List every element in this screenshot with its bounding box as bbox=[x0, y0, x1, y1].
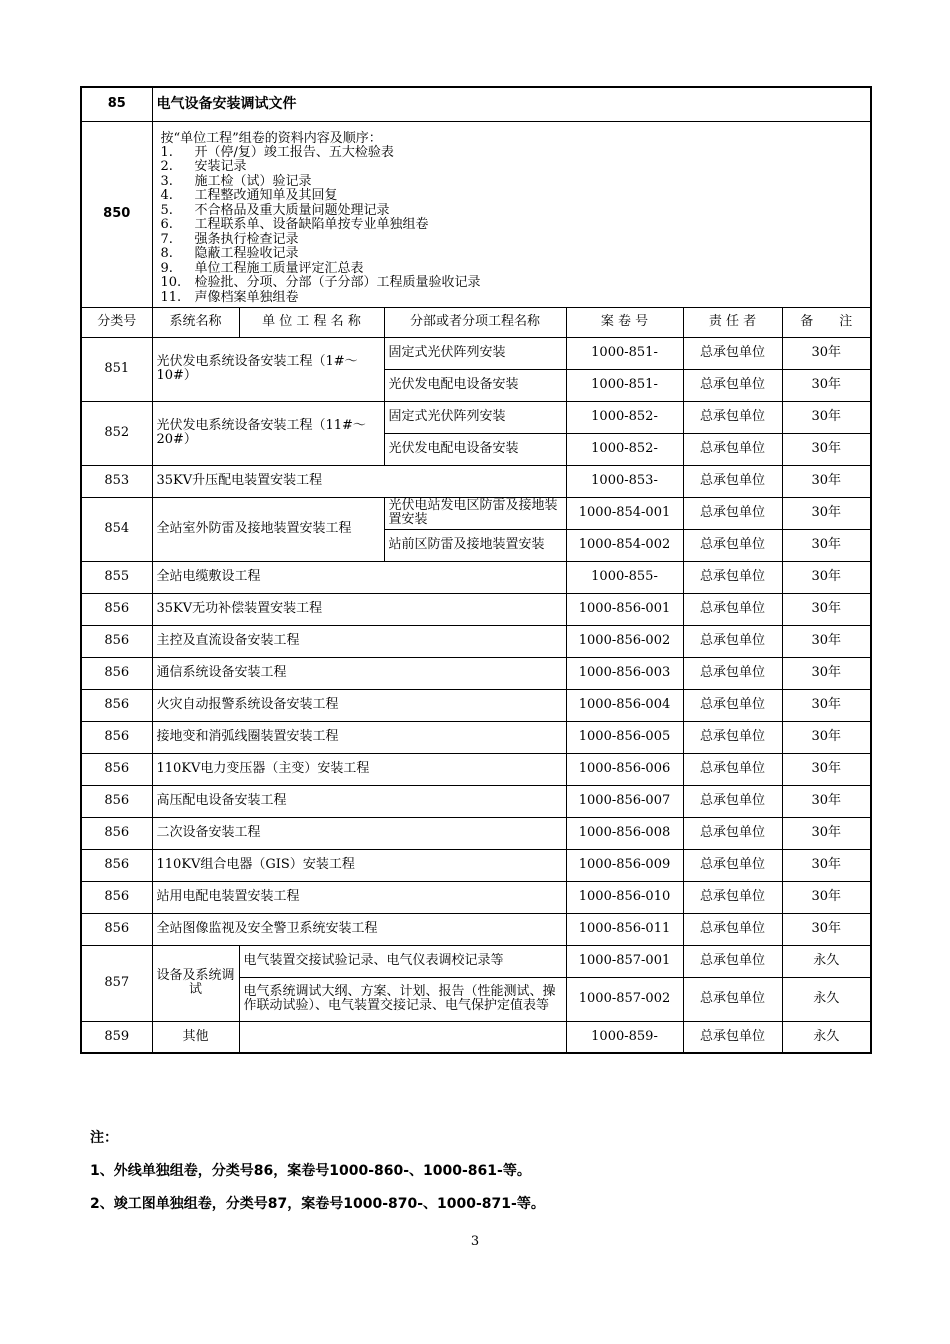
row-owner: 总承包单位 bbox=[683, 625, 782, 657]
row-owner: 总承包单位 bbox=[683, 881, 782, 913]
row-file: 1000-852- bbox=[566, 401, 683, 433]
row-file: 1000-854-002 bbox=[566, 529, 683, 561]
row-owner: 总承包单位 bbox=[683, 433, 782, 465]
note-1: 1、外线单独组卷，分类号86，案卷号1000-860-、1000-861-等。 bbox=[90, 1163, 531, 1179]
row-unit: 全站电缆敷设工程 bbox=[152, 561, 566, 593]
row-sub: 固定式光伏阵列安装 bbox=[384, 337, 566, 369]
row-file: 1000-855- bbox=[566, 561, 683, 593]
row-file: 1000-854-001 bbox=[566, 497, 683, 529]
header-system: 系统名称 bbox=[152, 307, 239, 337]
row-note: 30年 bbox=[782, 593, 871, 625]
row-owner: 总承包单位 bbox=[683, 913, 782, 945]
table-row bbox=[81, 337, 871, 369]
row-owner: 总承包单位 bbox=[683, 593, 782, 625]
table-row bbox=[81, 721, 871, 753]
row-owner: 总承包单位 bbox=[683, 561, 782, 593]
row-file: 1000-857-002 bbox=[566, 977, 683, 1021]
note-2: 2、竣工图单独组卷，分类号87，案卷号1000-870-、1000-871-等。 bbox=[90, 1196, 545, 1212]
row-code: 856 bbox=[81, 753, 152, 785]
row-unit: 站用电配电装置安装工程 bbox=[152, 881, 566, 913]
row-note: 30年 bbox=[782, 849, 871, 881]
list-item: 10. 检验批、分项、分部（子分部）工程质量验收记录 bbox=[160, 275, 481, 290]
row-note: 30年 bbox=[782, 369, 871, 401]
header-unit: 单 位 工 程 名 称 bbox=[239, 307, 384, 337]
row-note: 30年 bbox=[782, 561, 871, 593]
row-note: 30年 bbox=[782, 913, 871, 945]
row-note: 30年 bbox=[782, 657, 871, 689]
row-owner: 总承包单位 bbox=[683, 721, 782, 753]
row-unit: 110KV组合电器（GIS）安装工程 bbox=[152, 849, 566, 881]
row-file: 1000-856-002 bbox=[566, 625, 683, 657]
row-sub: 站前区防雷及接地装置安装 bbox=[384, 529, 566, 561]
row-owner: 总承包单位 bbox=[683, 689, 782, 721]
row-sub: 光伏电站发电区防雷及接地装置安装 bbox=[384, 497, 566, 529]
header-owner: 责 任 者 bbox=[683, 307, 782, 337]
list-item: 1. 开（停/复）竣工报告、五大检验表 bbox=[160, 144, 394, 160]
notes-title: 注： bbox=[90, 1130, 118, 1146]
intro-content bbox=[152, 121, 871, 307]
row-owner: 总承包单位 bbox=[683, 497, 782, 529]
section-title: 电气设备安装调试文件 bbox=[152, 87, 871, 121]
row-note: 30年 bbox=[782, 465, 871, 497]
row-code: 851 bbox=[81, 337, 152, 401]
row-file: 1000-852- bbox=[566, 433, 683, 465]
row-note: 30年 bbox=[782, 785, 871, 817]
section-row bbox=[81, 87, 871, 121]
table-row bbox=[81, 465, 871, 497]
row-file: 1000-856-004 bbox=[566, 689, 683, 721]
row-note: 30年 bbox=[782, 689, 871, 721]
row-unit: 接地变和消弧线圈装置安装工程 bbox=[152, 721, 566, 753]
header-row bbox=[81, 307, 871, 337]
intro-row bbox=[81, 121, 871, 307]
row-file: 1000-856-010 bbox=[566, 881, 683, 913]
row-owner: 总承包单位 bbox=[683, 369, 782, 401]
row-unit: 光伏发电系统设备安装工程（11#～20#） bbox=[152, 401, 384, 465]
intro-title: 按“单位工程”组卷的资料内容及顺序： bbox=[160, 130, 382, 146]
row-unit: 35KV升压配电装置安装工程 bbox=[152, 465, 566, 497]
row-code: 856 bbox=[81, 913, 152, 945]
row-system: 设备及系统调试 bbox=[152, 945, 239, 1021]
row-unit: 全站室外防雷及接地装置安装工程 bbox=[152, 497, 384, 561]
row-code: 856 bbox=[81, 849, 152, 881]
list-item: 2. 安装记录 bbox=[160, 159, 247, 174]
row-note: 30年 bbox=[782, 721, 871, 753]
table-row bbox=[81, 945, 871, 977]
row-file: 1000-851- bbox=[566, 369, 683, 401]
list-item: 4. 工程整改通知单及其回复 bbox=[160, 188, 338, 203]
table-row bbox=[81, 1021, 871, 1053]
row-code: 856 bbox=[81, 689, 152, 721]
row-note: 30年 bbox=[782, 433, 871, 465]
list-item: 7. 强条执行检查记录 bbox=[160, 231, 299, 247]
row-sub: 光伏发电配电设备安装 bbox=[384, 433, 566, 465]
row-code: 855 bbox=[81, 561, 152, 593]
row-code: 852 bbox=[81, 401, 152, 465]
row-note: 30年 bbox=[782, 753, 871, 785]
header-file: 案 卷 号 bbox=[566, 307, 683, 337]
table-row bbox=[81, 497, 871, 529]
row-owner: 总承包单位 bbox=[683, 817, 782, 849]
row-file: 1000-856-011 bbox=[566, 913, 683, 945]
row-note: 30年 bbox=[782, 529, 871, 561]
row-code: 856 bbox=[81, 657, 152, 689]
row-unit: 110KV电力变压器（主变）安装工程 bbox=[152, 753, 566, 785]
row-unit: 火灾自动报警系统设备安装工程 bbox=[152, 689, 566, 721]
row-note: 30年 bbox=[782, 625, 871, 657]
table-row bbox=[81, 657, 871, 689]
row-owner: 总承包单位 bbox=[683, 849, 782, 881]
row-code: 853 bbox=[81, 465, 152, 497]
row-note: 30年 bbox=[782, 337, 871, 369]
row-note: 30年 bbox=[782, 497, 871, 529]
row-sub: 光伏发电配电设备安装 bbox=[384, 369, 566, 401]
archive-classification-table bbox=[80, 86, 872, 1054]
row-owner: 总承包单位 bbox=[683, 753, 782, 785]
row-code: 857 bbox=[81, 945, 152, 1021]
row-file: 1000-853- bbox=[566, 465, 683, 497]
row-note: 30年 bbox=[782, 881, 871, 913]
table-row bbox=[81, 625, 871, 657]
header-sub: 分部或者分项工程名称 bbox=[384, 307, 566, 337]
intro-code: 850 bbox=[81, 121, 152, 307]
notes-block bbox=[90, 1128, 545, 1227]
row-unit: 光伏发电系统设备安装工程（1#～10#） bbox=[152, 337, 384, 401]
list-item: 3. 施工检（试）验记录 bbox=[160, 173, 312, 189]
row-owner: 总承包单位 bbox=[683, 1021, 782, 1053]
row-file: 1000-856-007 bbox=[566, 785, 683, 817]
row-note: 永久 bbox=[782, 945, 871, 977]
row-sub: 电气系统调试大纲、方案、计划、报告（性能测试、操作联动试验）、电气装置交接记录、电气保护定值表等 bbox=[239, 977, 566, 1021]
table-row bbox=[81, 561, 871, 593]
row-note: 30年 bbox=[782, 817, 871, 849]
row-owner: 总承包单位 bbox=[683, 401, 782, 433]
row-unit: 全站图像监视及安全警卫系统安装工程 bbox=[152, 913, 566, 945]
row-file: 1000-859- bbox=[566, 1021, 683, 1053]
table-row bbox=[81, 881, 871, 913]
row-note: 永久 bbox=[782, 977, 871, 1021]
row-file: 1000-856-008 bbox=[566, 817, 683, 849]
header-note: 备 注 bbox=[782, 307, 871, 337]
row-owner: 总承包单位 bbox=[683, 977, 782, 1021]
table-row bbox=[81, 689, 871, 721]
row-unit: 通信系统设备安装工程 bbox=[152, 657, 566, 689]
row-owner: 总承包单位 bbox=[683, 945, 782, 977]
row-code: 856 bbox=[81, 785, 152, 817]
table-row bbox=[81, 753, 871, 785]
row-code: 856 bbox=[81, 625, 152, 657]
row-unit: 主控及直流设备安装工程 bbox=[152, 625, 566, 657]
table-row bbox=[81, 401, 871, 433]
row-owner: 总承包单位 bbox=[683, 337, 782, 369]
row-code: 854 bbox=[81, 497, 152, 561]
row-sub: 固定式光伏阵列安装 bbox=[384, 401, 566, 433]
row-unit: 高压配电设备安装工程 bbox=[152, 785, 566, 817]
table-row bbox=[81, 849, 871, 881]
row-file: 1000-856-001 bbox=[566, 593, 683, 625]
table-row bbox=[81, 817, 871, 849]
page-number: 3 bbox=[470, 1234, 480, 1249]
section-code: 85 bbox=[81, 87, 152, 121]
list-item: 5. 不合格品及重大质量问题处理记录 bbox=[160, 202, 390, 218]
row-note: 永久 bbox=[782, 1021, 871, 1053]
row-unit: 二次设备安装工程 bbox=[152, 817, 566, 849]
row-code: 856 bbox=[81, 721, 152, 753]
row-code: 856 bbox=[81, 593, 152, 625]
row-owner: 总承包单位 bbox=[683, 657, 782, 689]
row-file: 1000-856-005 bbox=[566, 721, 683, 753]
list-item: 11. 声像档案单独组卷 bbox=[160, 289, 299, 305]
row-code: 856 bbox=[81, 881, 152, 913]
row-sub-empty bbox=[239, 1021, 566, 1053]
row-file: 1000-856-003 bbox=[566, 657, 683, 689]
row-owner: 总承包单位 bbox=[683, 785, 782, 817]
table-row bbox=[81, 913, 871, 945]
row-file: 1000-856-009 bbox=[566, 849, 683, 881]
row-owner: 总承包单位 bbox=[683, 465, 782, 497]
row-system: 其他 bbox=[152, 1021, 239, 1053]
row-code: 859 bbox=[81, 1021, 152, 1053]
header-code: 分类号 bbox=[81, 307, 152, 337]
list-item: 6. 工程联系单、设备缺陷单按专业单独组卷 bbox=[160, 217, 429, 232]
row-code: 856 bbox=[81, 817, 152, 849]
row-file: 1000-857-001 bbox=[566, 945, 683, 977]
intro-list bbox=[161, 146, 867, 306]
table-row bbox=[81, 785, 871, 817]
row-file: 1000-851- bbox=[566, 337, 683, 369]
list-item: 8. 隐蔽工程验收记录 bbox=[160, 246, 299, 261]
row-file: 1000-856-006 bbox=[566, 753, 683, 785]
row-unit: 35KV无功补偿装置安装工程 bbox=[152, 593, 566, 625]
list-item: 9. 单位工程施工质量评定汇总表 bbox=[160, 260, 364, 276]
table-row bbox=[81, 593, 871, 625]
row-owner: 总承包单位 bbox=[683, 529, 782, 561]
row-sub: 电气装置交接试验记录、电气仪表调校记录等 bbox=[239, 945, 566, 977]
row-note: 30年 bbox=[782, 401, 871, 433]
